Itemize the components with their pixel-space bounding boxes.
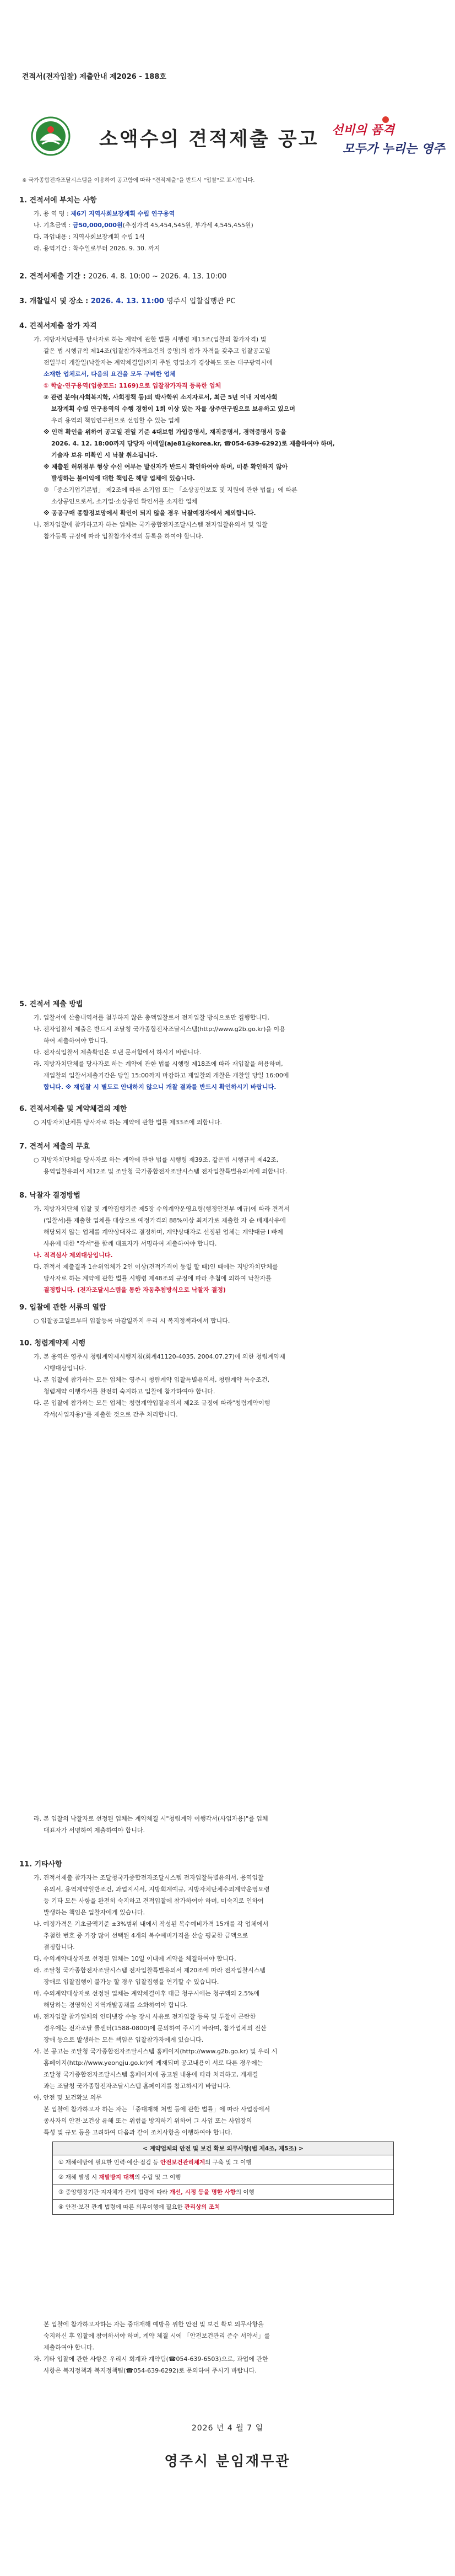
qualification-item-1: ① 학술·연구용역(업종코드: 1169)으로 입찰참가자격 등록한 업체 <box>44 382 221 389</box>
s10-line-6: 각서(사업자용)"를 제출한 것으로 간주 처리합니다. <box>44 1411 178 1418</box>
submission-period-value: 2026. 4. 8. 10:00 ~ 2026. 4. 13. 10:00 <box>88 272 227 281</box>
row-text: 재해 발생 시 <box>65 2174 99 2181</box>
city-slogan-logo <box>321 114 445 162</box>
base-price-value: 금50,000,000원 <box>72 222 123 229</box>
section-11 <box>19 1858 436 2218</box>
s10-line-1: 가. 본 용역은 영주시 청렴계약제시행지침(회계41120-4035, 2004.07.27)에 의한 청렴계약제 <box>34 1353 285 1360</box>
s8-line-1: 가. 지방자치단체 입찰 및 계약집행기준 제5장 수의계약운영요령(행정안전부 예규)에 따라 견적서 <box>34 1205 290 1212</box>
table-row <box>53 2155 394 2170</box>
s11-line-20: 아. 안전 및 보건확보 의무 <box>34 2094 102 2101</box>
s11-line-21: 본 입찰에 참가하고자 하는 자는 「중대재해 처벌 등에 관한 법률」에 따라 사업장에서 <box>44 2106 270 2113</box>
section-3 <box>19 295 436 309</box>
notice-title: 소액수의 견적제출 공고 <box>99 128 319 151</box>
section-1 <box>19 194 436 254</box>
section-6 <box>19 1103 436 1128</box>
s5-line-3: 하여 제출하여야 합니다. <box>44 1037 108 1044</box>
section-6-title: 6. 견적서제출 및 계약체결의 제한 <box>19 1105 127 1113</box>
qualification-item-2b: 보장계획 수립 연구용역의 수행 경험이 1회 이상 있는 자를 상주연구원으로 보유하고 있으며 <box>51 405 295 412</box>
yeongju-city-logo <box>31 116 71 156</box>
s5-line-4: 다. 전자식입찰서 제출확인은 보낸 문서함에서 하시기 바랍니다. <box>34 1049 202 1056</box>
s8-line-3: 해당되지 않는 업체를 계약상대자로 결정하며, 계약상대자로 선정된 업체는 계약대금 I 빠제 <box>44 1228 283 1236</box>
s8-line-4: 사유에 대한 "각서"를 함께 대표자가 서명하여 제출하여야 합니다. <box>44 1240 217 1247</box>
staff-check-note-3: 기술자 보유 미확인 시 낙찰 취소됩니다. <box>51 452 158 459</box>
s11-after-3: 제출하여야 합니다. <box>44 2344 95 2351</box>
s10-ra-line-1: 라. 본 입찰의 낙찰자로 선정된 업체는 계약체결 시"청렴계약 이행각서(사업자용)"를 업체 <box>34 1815 268 1822</box>
s11-line-17: 홈페이지(http://www.yeongju.go.kr)에 게재되며 공고내용이 서로 다른 경우에는 <box>44 2059 263 2067</box>
qualification-na-1: 나. 전자입찰에 참가하고자 하는 업체는 국가종합전자조달시스템 전자입찰유의서 및 입찰 <box>34 521 268 528</box>
service-name-value: 제6기 지역사회보장계획 수립 연구용역 <box>71 210 175 217</box>
section-2 <box>19 270 436 284</box>
service-term: 라. 용역기간 : 착수일로부터 2026. 9. 30. 까지 <box>34 245 160 252</box>
row-highlight: 개선, 시정 등을 명한 사항 <box>169 2189 236 2196</box>
table-row <box>53 2185 394 2200</box>
row-number: ③ <box>58 2189 64 2196</box>
s11-line-1: 가. 견적서제출 참가자는 조달청국가종합전자조달시스템 전자입찰특별유의서, 용역입찰 <box>34 1874 264 1881</box>
s11-line-10: 장애로 입찰집행이 불가능 할 경우 입찰집행을 연기할 수 있습니다. <box>44 1978 219 1985</box>
svg-text:모두가 누리는 영주: 모두가 누리는 영주 <box>343 142 445 156</box>
task-content: 다. 과업내용 : 지역사회보장계획 수립 1식 <box>34 233 145 240</box>
row-highlight: 관리상의 조치 <box>184 2204 220 2210</box>
opening-label: 3. 개찰일시 및 장소 : <box>19 297 91 305</box>
s11-line-23: 특성 및 규모 등을 고려하여 다음과 같이 조치사항을 이행하여야 합니다. <box>44 2129 233 2136</box>
qualification-ga-1: 가. 지방자치단체를 당사자로 하는 계약에 관한 법률 시행령 제13조(입찰의 참가자격) 및 <box>34 336 267 343</box>
s5-line-1: 가. 입찰서에 산출내역서를 첨부하지 않은 총액입찰로서 전자입찰 방식으로만 집행합니다. <box>34 1014 270 1021</box>
s11-line-18: 조달청 국가종합전자조달시스템 홈페이지에 공고된 내용에 따라 처리하고, 게재결 <box>44 2071 258 2078</box>
s11-line-19: 과는 조달청 국가종합전자조달시스템 홈페이지를 참고하시기 바랍니다. <box>44 2083 231 2090</box>
section-7 <box>19 1140 436 1177</box>
signer-name: 영주시 분임재무관 <box>164 2453 291 2469</box>
s11-line-8: 다. 수의계약대상자로 선정된 업체는 10일 이내에 계약을 체결하여야 합니다. <box>34 1955 236 1962</box>
qualification-item-3a: ③ 「중소기업기본법」 제2조에 따른 소기업 또는 「소상공인보호 및 지원에 관한 법률」에 따른 <box>44 486 297 493</box>
qualification-ga-2: 같은 법 시행규칙 제14조(입찰참가자격요건의 증명)의 참가 자격을 갖추고 입찰공고일 <box>44 347 270 355</box>
row-number: ① <box>58 2159 64 2166</box>
s11-line-6: 추첨한 번호 중 가장 많이 선택된 4개의 복수예비가격을 산술 평균한 금액으로 <box>44 1932 248 1939</box>
top-note: ※ 국가종합전자조달시스템을 이용하여 공고함에 따라 "견적제출"을 반드시 "입찰"로 표시합니다. <box>22 178 255 184</box>
qualification-ga-3: 전일부터 개찰일(낙찰자는 계약체결일)까지 주된 영업소가 경상북도 또는 대구광역시에 <box>44 359 273 366</box>
service-name <box>19 208 436 219</box>
section-5 <box>19 998 436 1093</box>
notice-date: 2026 년 4 월 7 일 <box>191 2424 264 2433</box>
s8-line-6: 다. 견적서 제출결과 1순위업체가 2인 이상(견적가격이 동일 할 때)인 때에는 지방자치단체를 <box>34 1263 278 1270</box>
s5-line-5: 라. 지방자치단체를 당사자로 하는 계약에 관한 법률 시행령 제18조에 따라 재입찰을 허용하며, <box>34 1060 283 1067</box>
section-2-title <box>19 270 436 281</box>
procurement-note: ※ 공공구매 종합정보망에서 확인이 되지 않을 경우 낙찰예정자에서 제외합니다. <box>44 509 256 517</box>
s11-line-13: 바. 전자입찰 참가업체의 인터넷장 수능 장시 사유로 전자입찰 등록 및 투찰이 곤란한 <box>34 2013 256 2020</box>
section-1-title: 1. 견적서에 부치는 사항 <box>19 196 97 205</box>
s11-after-2: 숙지하신 후 입찰에 참여하셔야 하며, 계약 체결 시에 「안전보건관리 준수 서약서」를 <box>44 2332 270 2339</box>
receipt-note-2: 발생하는 불이익에 대한 책임은 해당 업체에 있습니다. <box>51 475 195 482</box>
s10-ra-line-2: 대표자가 서명하여 제출하여야 합니다. <box>44 1827 145 1834</box>
s8-line-5: 나. 적격심사 제외대상입니다. <box>34 1252 113 1259</box>
s11-line-4: 발생하는 책임은 입찰자에게 있습니다. <box>44 1909 145 1916</box>
qualification-na-2: 참가등록 규정에 따라 입찰참가자격의 등록을 하여야 합니다. <box>44 533 204 540</box>
s10-line-5: 다. 본 입찰에 참가하는 모든 업체는 청렴계약입찰유의서 제2조 규정에 따라"청렴계약이행 <box>34 1399 270 1407</box>
table-row <box>53 2200 394 2215</box>
row-highlight: 재발방지 대책 <box>99 2174 135 2181</box>
s11-line-16: 사. 본 공고는 조달청 국가종합전자조달시스템 홈페이지(http://www.g2b.go.kr) 및 우리 시 <box>34 2048 278 2055</box>
section-11-after <box>19 2319 436 2376</box>
section-7-title: 7. 견적서 제출의 무효 <box>19 1142 90 1151</box>
s7-line-1: ○ 지방자치단체를 당사자로 하는 계약에 관한 법률 시행령 제39조, 같은법 시행규칙 제42조, <box>34 1156 279 1163</box>
row-number: ② <box>58 2174 64 2181</box>
s11-line-7: 결정합니다. <box>44 1944 75 1951</box>
service-name-label: 가. 용 역 명 : <box>34 210 71 217</box>
section-10-title: 10. 청렴계약제 시행 <box>19 1339 85 1348</box>
s11-line-14: 경우에는 전자조달 콜센터(1588-0800)에 문의하여 주시기 바라며, 참가업체의 전산 <box>44 2025 267 2032</box>
s5-line-7: 합니다. ※ 재입찰 시 별도로 안내하지 않으니 개찰 결과를 반드시 확인하시기 바랍니다. <box>44 1083 277 1091</box>
staff-check-note-2: 2026. 4. 12. 18:00까지 담당자 이메일(aje81@korea.kr, ☎054-639-6292)로 제출하여야 하며, <box>51 440 335 447</box>
staff-check-note-1: ※ 인력 확인을 위하여 공고일 전일 기준 4대보험 가입증명서, 재직증명서, 경력증명서 등을 <box>44 428 286 436</box>
s10-line-2: 시행대상입니다. <box>44 1365 86 1372</box>
notice-header <box>22 113 445 165</box>
s10-line-3: 나. 본 입찰에 참가하는 모든 업체는 영주시 청렴계약 입찰특별유의서, 청렴계약 특수조건, <box>34 1376 269 1383</box>
s5-line-6: 재입찰의 입찰서제출기간은 당일 15:00까지 마감하고 재입찰의 개찰은 개찰일 당일 16:00에 <box>44 1072 289 1079</box>
submission-period-label: 2. 견적서제출 기간 : <box>19 272 89 281</box>
s6-line-1: ○ 지방자치단체를 당사자로 하는 계약에 관한 법률 제33조에 의합니다. <box>34 1119 222 1126</box>
document-number: 견적서(전자입찰) 제출안내 제2026 - 188호 <box>22 73 166 81</box>
opening-datetime: 2026. 4. 13. 11:00 <box>90 297 164 305</box>
row-text: 중앙행정기관·지자체가 관계 법령에 따라 <box>65 2189 170 2196</box>
base-price-label: 나. 기초금액 : <box>34 222 73 229</box>
s11-line-15: 장애 등으로 발생하는 모든 책임은 입찰참가자에게 있습니다. <box>44 2036 204 2043</box>
section-8-title: 8. 낙찰자 결정방법 <box>19 1192 80 1200</box>
section-10 <box>19 1337 436 1420</box>
base-price <box>19 219 436 231</box>
row-highlight: 안전보건관리체계 <box>160 2159 205 2166</box>
receipt-note-1: ※ 제출된 허위첨부 형상 수신 여부는 발신자가 반드시 확인하여야 하며, 미분 확인하지 않아 <box>44 463 288 470</box>
row-tail: 의 수립 및 그 이행 <box>134 2174 181 2181</box>
table-cell <box>53 2200 394 2215</box>
section-3-title <box>19 295 436 305</box>
section-8 <box>19 1189 436 1296</box>
qualification-item-2c: 우리 용역의 책임연구원으로 선임할 수 있는 업체 <box>51 417 180 424</box>
row-text: 안전·보건 관계 법령에 따른 의무이행에 필요한 <box>65 2204 185 2210</box>
section-10-ra <box>19 1813 436 1836</box>
s11-line-2: 유의서, 용역계약일반조건, 과업지시서, 지방회계예규, 지방자치단체수의계약운영요령 <box>44 1886 270 1893</box>
section-4-title: 4. 견적서제출 참가 자격 <box>19 322 97 330</box>
safety-table-header: < 계약업체의 안전 및 보건 확보 의무사항(법 제4조, 제5조) > <box>53 2142 394 2155</box>
s7-line-2: 용역입찰유의서 제12조 및 조달청 국가종합전자조달시스템 전자입찰특별유의서에 의합니다. <box>44 1168 288 1175</box>
section-9-title: 9. 입찰에 관한 서류의 열람 <box>19 1303 106 1312</box>
row-text: 재해예방에 필요한 인력·예산·점검 등 <box>65 2159 160 2166</box>
s11-after-5: 사항은 복지정책과 복지정책팀(☎054-639-6292)로 문의하여 주시기 바랍니다. <box>44 2367 257 2374</box>
s8-line-2: (입찰서)를 제출한 업체를 대상으로 예정가격의 88%이상 최저가로 제출한 자 순 배제사유에 <box>44 1217 286 1224</box>
qualification-item-3b: 소상공인으로서, 소기업·소상공인 확인서를 소지한 업체 <box>51 498 198 505</box>
s11-line-3: 등 기타 모든 사항을 완전히 숙지하고 견적입찰에 참가하여야 하며, 미숙지로 인하여 <box>44 1897 264 1904</box>
svg-text:선비의 품격: 선비의 품격 <box>332 123 394 137</box>
s11-line-12: 해당하는 경영혁신 지역개발공채를 소화하여야 합니다. <box>44 2001 188 2009</box>
safety-duties-table <box>52 2142 394 2215</box>
s11-after-4: 자. 기타 입찰에 관한 사항은 우리시 회계과 계약팀(☎054-639-6503)으로, 과업에 관한 <box>34 2355 268 2363</box>
opening-place: 영주시 입찰집행관 PC <box>164 297 236 305</box>
s8-line-7: 당사자로 하는 계약에 관한 법률 시행령 제48조의 규정에 따라 추첨에 의하여 낙찰자를 <box>44 1275 272 1282</box>
section-11-title: 11. 기타사항 <box>19 1860 62 1869</box>
section-9 <box>19 1301 436 1327</box>
section-4 <box>19 320 436 542</box>
s11-line-9: 라. 조달청 국가종합전자조달시스템 전자입찰특별유의서 제20조에 따라 전자입찰시스템 <box>34 1967 266 1974</box>
table-cell <box>53 2155 394 2170</box>
table-cell <box>53 2185 394 2200</box>
s11-after-1: 본 입찰에 참가하고자하는 자는 중대재해 예방을 위한 안전 및 보건 확보 의무사항을 <box>44 2321 264 2328</box>
row-tail: 의 이행 <box>235 2189 254 2196</box>
row-number: ④ <box>58 2204 64 2210</box>
table-row <box>53 2170 394 2185</box>
section-5-title: 5. 견적서 제출 방법 <box>19 1000 83 1008</box>
s11-line-22: 종사자의 안전·보건상 유해 또는 위험을 방지하기 위하여 그 사업 또는 사업장의 <box>44 2117 252 2124</box>
s8-line-8: 결정합니다. (전자조달시스템을 통한 자동추첨방식으로 낙찰자 결정) <box>44 1286 226 1294</box>
row-tail: 의 구축 및 그 이행 <box>205 2159 252 2166</box>
qualification-item-2a: ② 관련 분야(사회복지학, 사회정책 등)의 박사학위 소지자로서, 최근 5년 이내 지역사회 <box>44 394 278 401</box>
qualification-ga-4: 소재한 업체로서, 다음의 요건을 모두 구비한 업체 <box>44 371 176 378</box>
s5-line-2: 나. 전자입찰서 제출은 반드시 조달청 국가종합전자조달시스템(http://www.g2b.go.kr)을 이용 <box>34 1026 285 1033</box>
s11-line-5: 나. 예정가격은 기초금액기준 ±3%범위 내에서 작성된 복수예비가격 15개를 각 업체에서 <box>34 1920 269 1928</box>
s9-line-1: ○ 입찰공고일로부터 입찰등록 마감일까지 우리 시 복지정책과에서 합니다. <box>34 1317 230 1324</box>
base-price-detail: (추정가격 45,454,545원, 부가세 4,545,455원) <box>122 222 253 229</box>
s10-line-4: 청렴계약 이행각서를 완전히 숙지하고 입찰에 참가하여야 합니다. <box>44 1388 215 1395</box>
s11-line-11: 마. 수의계약대상자로 선정된 업체는 계약체결이후 대금 청구시에는 청구액의 2.5%에 <box>34 1990 260 1997</box>
table-cell <box>53 2170 394 2185</box>
